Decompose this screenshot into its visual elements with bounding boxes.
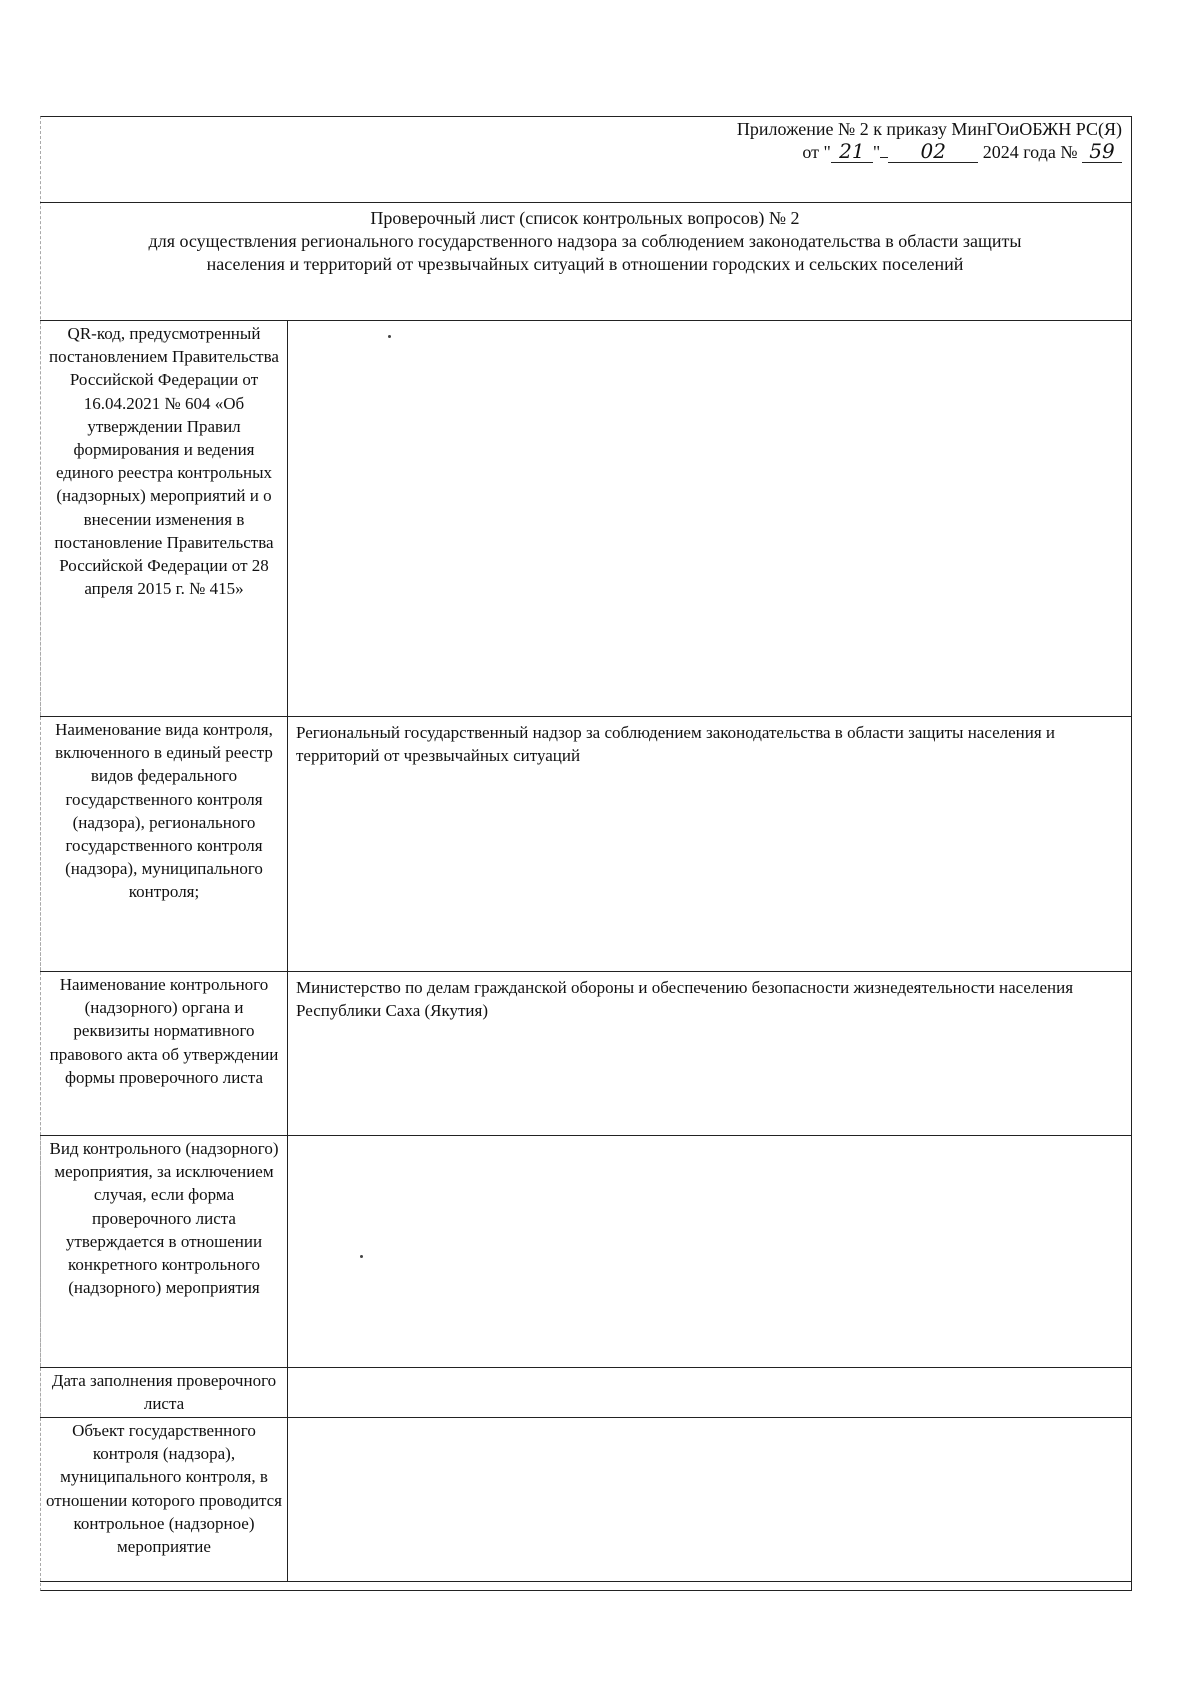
title-line-1: Проверочный лист (список контрольных вопросов) № 2: [370, 208, 800, 228]
title-line-2: для осуществления регионального государственного надзора за соблюдением законодательства в области защиты: [148, 231, 1022, 251]
control-event-value: [288, 1136, 1132, 1368]
header-divider: [40, 202, 1132, 203]
control-kind-value: Региональный государственный надзор за соблюдением законодательства в области защиты населения и территорий от чрезвычайных ситуаций: [288, 717, 1132, 972]
table-row: [41, 972, 1132, 1136]
handwritten-month: 02: [888, 140, 978, 163]
title-line-3: населения и территорий от чрезвычайных ситуаций в отношении городских и сельских поселений: [206, 254, 964, 274]
handwritten-day: 21: [831, 140, 873, 163]
scan-speck: [388, 335, 391, 338]
date-prefix: от ": [802, 142, 831, 162]
handwritten-order-number: 59: [1082, 140, 1122, 163]
table-row: [41, 321, 1132, 717]
control-object-label: Объект государственного контроля (надзора), муниципального контроля, в отношении которого проводится контрольное (надзорное) мероприятие: [41, 1418, 288, 1582]
scan-speck: [360, 1255, 363, 1258]
control-kind-label: Наименование вида контроля, включенного в единый реестр видов федерального государственного контроля (надзора), регионального государственного контроля (надзора), муниципального контроля;: [41, 717, 288, 972]
control-event-label: Вид контрольного (надзорного) мероприятия, за исключением случая, если форма проверочного листа утверждается в отношении конкретного контрольного (надзорного) мероприятия: [41, 1136, 288, 1368]
control-organ-label: Наименование контрольного (надзорного) органа и реквизиты нормативного правового акта об утверждении формы проверочного листа: [41, 972, 288, 1136]
control-organ-value: Министерство по делам гражданской обороны и обеспечению безопасности жизнедеятельности населения Республики Саха (Якутия): [288, 972, 1132, 1136]
date-quote: ": [872, 142, 881, 162]
fill-date-label: Дата заполнения проверочного листа: [41, 1368, 288, 1418]
table-row: [41, 1418, 1132, 1582]
document-title: [70, 207, 1100, 276]
qr-code-value: [288, 321, 1132, 717]
appendix-line-1: Приложение № 2 к приказу МинГОиОБЖН РС(Я): [736, 119, 1122, 139]
table-row: [41, 1368, 1132, 1418]
fill-date-value: [288, 1368, 1132, 1418]
qr-code-label: QR-код, предусмотренный постановлением Правительства Российской Федерации от 16.04.2021 № 604 «Об утверждении Правил формирования и ведения единого реестра контрольных (надзорных) мероприятий и о внесении изменения в постановление Правительства Российской Федерации от 28 апреля 2015 г. № 415»: [41, 321, 288, 717]
control-object-value: [288, 1418, 1132, 1582]
table-row: [41, 1136, 1132, 1368]
appendix-header: [737, 118, 1122, 163]
year-and-number-label: 2024 года №: [982, 142, 1078, 162]
appendix-line-2: [737, 140, 1122, 163]
table-row: [41, 717, 1132, 972]
checklist-details-table: [40, 320, 1132, 1582]
